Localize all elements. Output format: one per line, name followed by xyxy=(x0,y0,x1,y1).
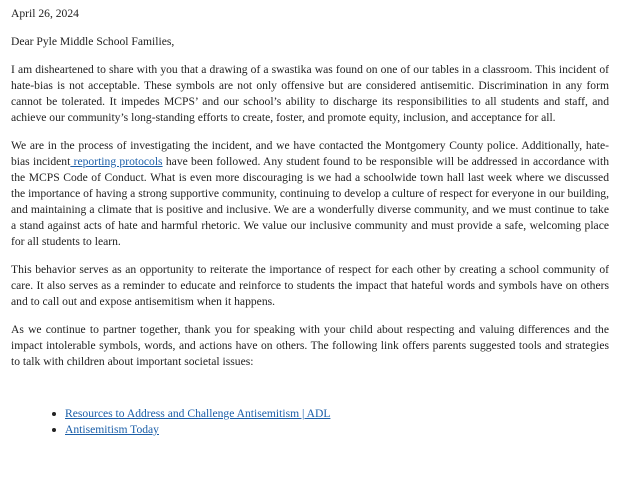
antisemitism-today-link[interactable]: Antisemitism Today xyxy=(65,423,159,436)
reporting-protocols-link[interactable]: reporting protocols xyxy=(70,155,163,168)
letter xyxy=(11,6,609,438)
list-item xyxy=(65,406,609,422)
resources-list xyxy=(11,406,609,438)
paragraph-investigation-text-end: have been followed. Any student found to be responsible will be addressed in accordance with the MCPS Code of Conduct. What is even more discouraging is we had a schoolwide town hall last week where we discussed the importance of having a strong supportive community, continuing to develop a culture of respect for everyone in our building, and maintaining a climate that is positive and inclusive. We are a wonderfully diverse community, and we must continue to take a stand against acts of hate and harmful rhetoric. We value our inclusive community and must provide a safe, welcoming place for all students to learn. xyxy=(11,155,609,248)
paragraph-incident: I am disheartened to share with you that a drawing of a swastika was found on one of our tables in a classroom. This incident of hate-bias is not acceptable. These symbols are not only offensive but are considered antisemitic. Discrimination in any form cannot be tolerated. It impedes MCPS’ and our school’s ability to discharge its responsibilities to all students and staff, and achieve our community’s long-standing efforts to create, foster, and promote equity, inclusion, and acceptance for all. xyxy=(11,63,609,124)
letter-salutation: Dear Pyle Middle School Families, xyxy=(11,35,175,48)
letter-date: April 26, 2024 xyxy=(11,7,79,20)
adl-resources-link[interactable]: Resources to Address and Challenge Antisemitism | ADL xyxy=(65,407,331,420)
bullet-icon xyxy=(52,412,56,416)
list-item xyxy=(65,422,609,438)
paragraph-respect: This behavior serves as an opportunity to reiterate the importance of respect for each other by creating a school community of care. It also serves as a reminder to educate and reinforce to students the impact that hateful words and symbols have on others and to call out and expose antisemitism when it happens. xyxy=(11,263,609,308)
bullet-icon xyxy=(52,428,56,432)
paragraph-investigation xyxy=(11,138,609,250)
paragraph-investigation-text-start: We are in the process of investigating the incident, and we have contacted the Montgomery County police. Additionally, hate-bias incident xyxy=(11,139,609,168)
paragraph-partnership: As we continue to partner together, thank you for speaking with your child about respecting and valuing differences and the impact intolerable symbols, words, and actions have on others. The following link offers parents suggested tools and strategies to talk with children about important societal issues: xyxy=(11,323,609,368)
